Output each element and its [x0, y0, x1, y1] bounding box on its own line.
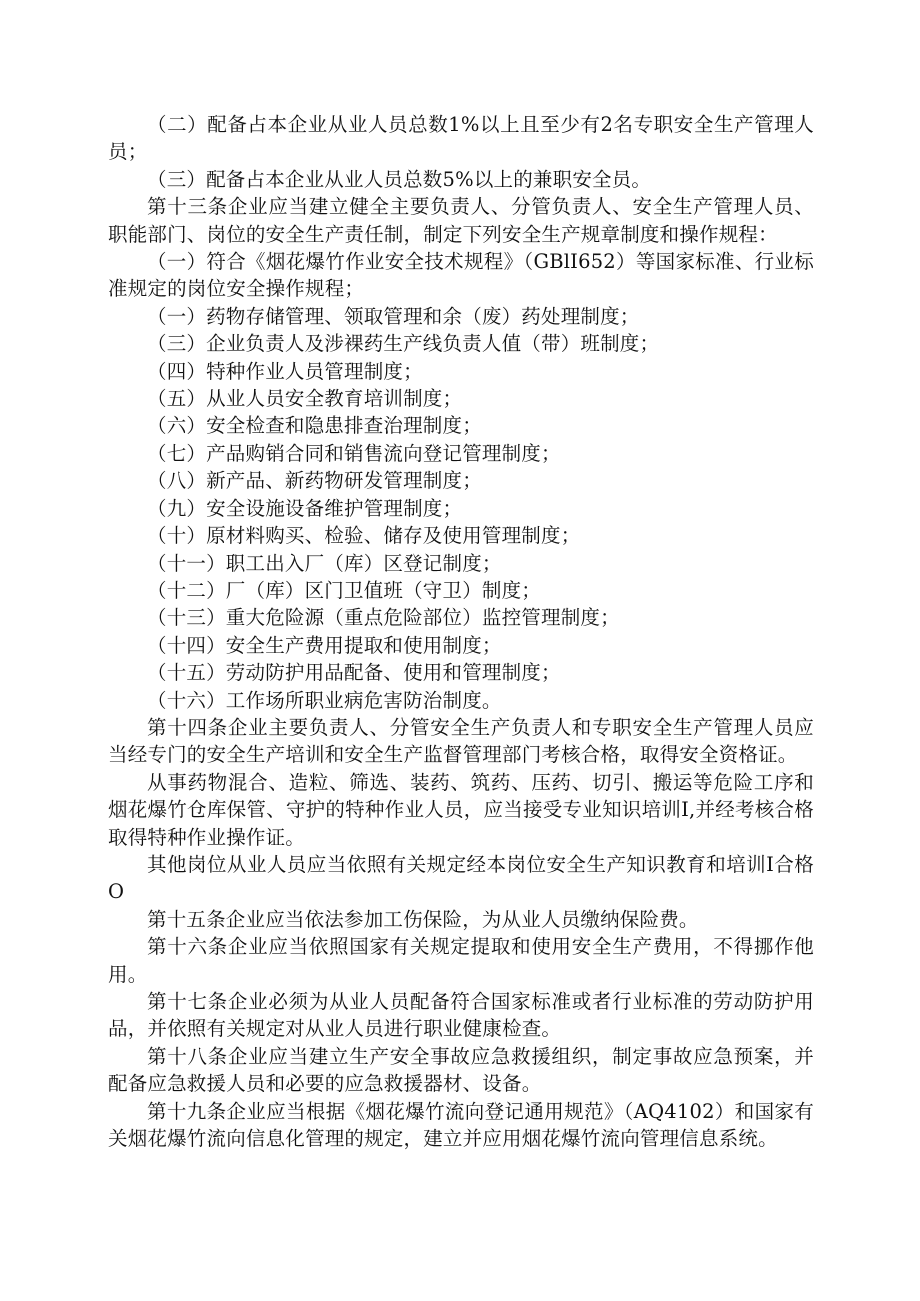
paragraph: （一）药物存储管理、领取管理和余（废）药处理制度；	[147, 304, 640, 328]
paragraph: （六）安全检查和隐患排查治理制度；	[147, 414, 482, 438]
paragraph: （十六）工作场所职业病危害防治制度。	[147, 688, 502, 712]
paragraph: 第十三条企业应当建立健全主要负责人、分管负责人、安全生产管理人员、职能部门、岗位的安全生产责任制，制定下列安全生产规章制度和操作规程：	[108, 195, 814, 246]
paragraph: （一）符合《烟花爆竹作业安全技术规程》（GBlI652）等国家标准、行业标准规定的岗位安全操作规程；	[108, 250, 814, 301]
paragraph: （二）配备占本企业从业人员总数1%以上且至少有2名专职安全生产管理人员；	[108, 113, 814, 164]
paragraph: 第十七条企业必须为从业人员配备符合国家标准或者行业标准的劳动防护用品，并依照有关规定对从业人员进行职业健康检查。	[108, 990, 814, 1041]
document-page	[108, 111, 814, 1152]
paragraph: 第十六条企业应当依照国家有关规定提取和使用安全生产费用，不得挪作他用。	[108, 935, 814, 986]
paragraph: （十一）职工出入厂（库）区登记制度；	[147, 551, 502, 575]
paragraph: 第十九条企业应当根据《烟花爆竹流向登记通用规范》（AQ4102）和国家有关烟花爆竹流向信息化管理的规定，建立并应用烟花爆竹流向管理信息系统。	[108, 1099, 814, 1151]
paragraph: 其他岗位从业人员应当依照有关规定经本岗位安全生产知识教育和培训I合格O	[108, 852, 814, 904]
paragraph: （三）配备占本企业从业人员总数5%以上的兼职安全员。	[147, 167, 652, 191]
paragraph: （七）产品购销合同和销售流向登记管理制度；	[147, 441, 561, 465]
paragraph: 第十八条企业应当建立生产安全事故应急救援组织，制定事故应急预案，并配备应急救援人员和必要的应急救援器材、设备。	[108, 1044, 814, 1096]
paragraph: 第十五条企业应当依法参加工伤保险，为从业人员缴纳保险费。	[147, 907, 699, 931]
paragraph: （十四）安全生产费用提取和使用制度；	[147, 633, 502, 657]
paragraph: （九）安全设施设备维护管理制度；	[147, 496, 463, 520]
paragraph: （五）从业人员安全教育培训制度；	[147, 387, 463, 411]
paragraph: 从事药物混合、造粒、筛选、装药、筑药、压药、切引、搬运等危险工序和烟花爆竹仓库保管、守护的特种作业人员，应当接受专业知识培训I,并经考核合格取得特种作业操作证。	[108, 770, 814, 849]
paragraph: （十二）厂（库）区门卫值班（守卫）制度；	[147, 578, 542, 602]
paragraph: （十五）劳动防护用品配备、使用和管理制度；	[147, 661, 561, 685]
paragraph: （三）企业负责人及涉裸药生产线负责人值（带）班制度；	[147, 332, 660, 356]
paragraph: （八）新产品、新药物研发管理制度；	[147, 469, 482, 493]
paragraph: （十三）重大危险源（重点危险部位）监控管理制度；	[147, 606, 620, 630]
paragraph: （十）原材料购买、检验、储存及使用管理制度；	[147, 524, 581, 548]
paragraph: 第十四条企业主要负责人、分管安全生产负责人和专职安全生产管理人员应当经专门的安全生产培训和安全生产监督管理部门考核合格，取得安全资格证。	[108, 715, 814, 767]
paragraph: （四）特种作业人员管理制度；	[147, 359, 423, 383]
